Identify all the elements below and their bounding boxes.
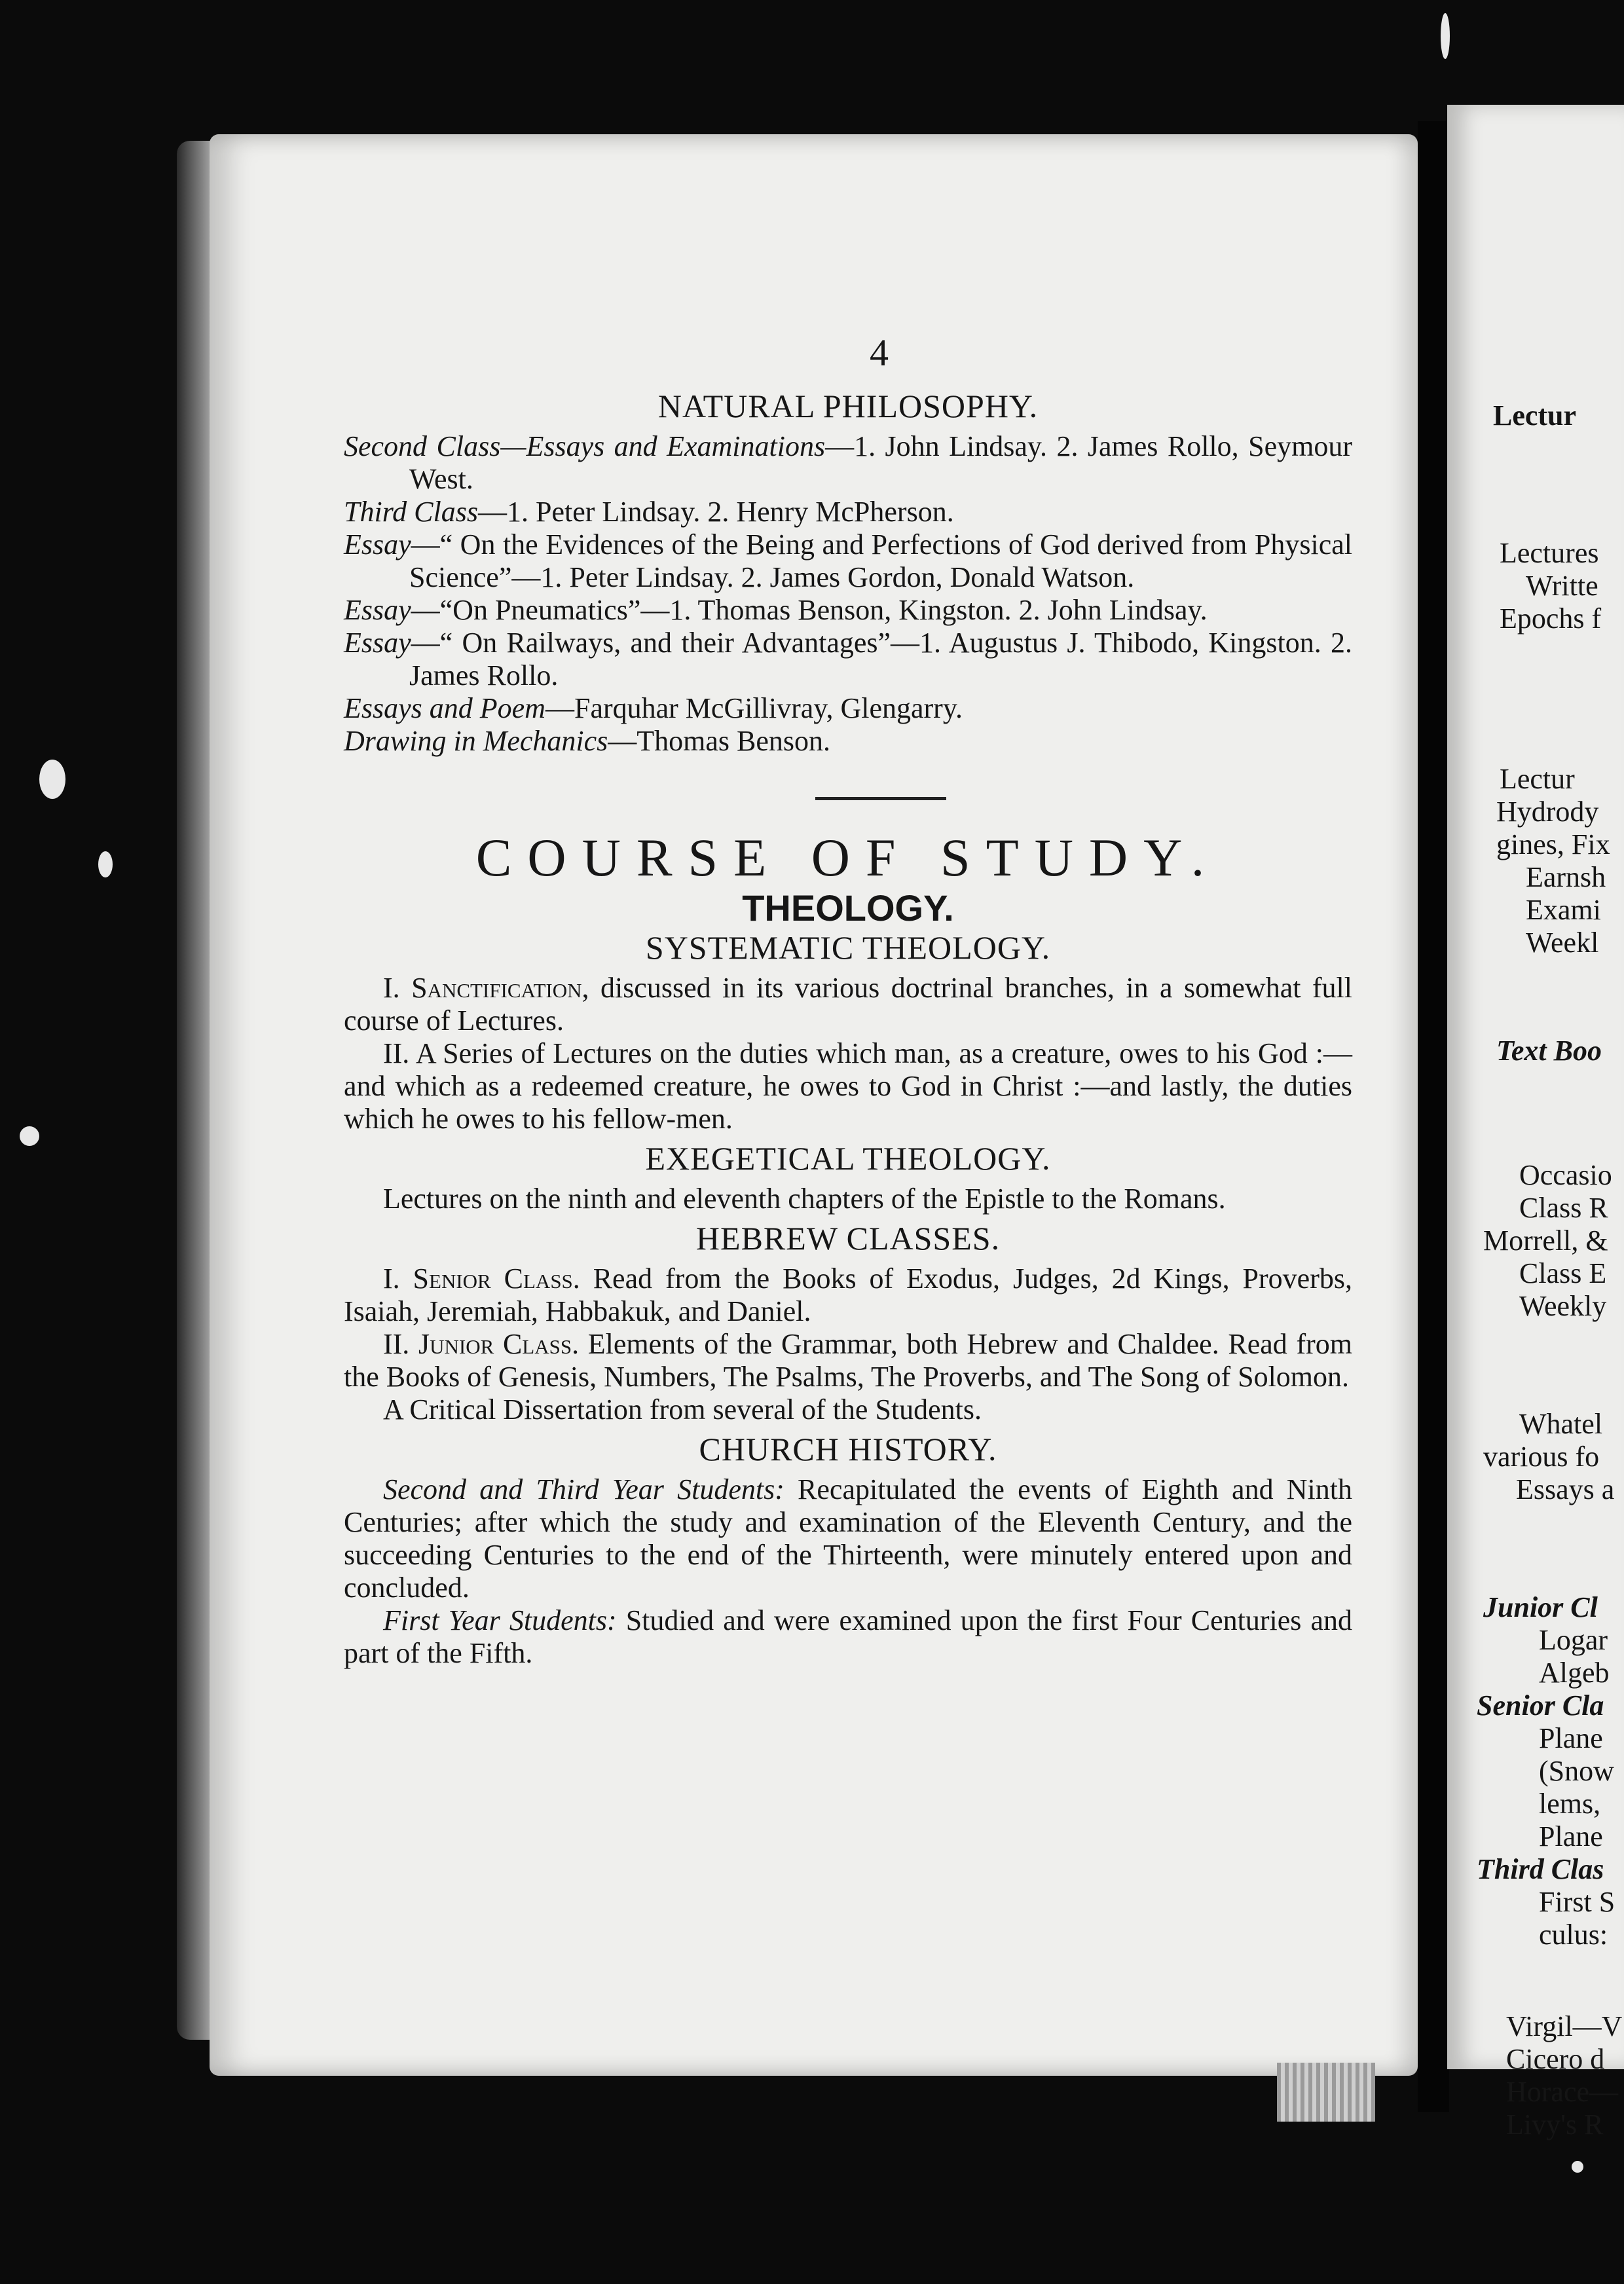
- facing-line: culus:: [1539, 1919, 1608, 1951]
- facing-line: Earnsh: [1526, 861, 1606, 893]
- np-entry: Essay—“On Pneumatics”—1. Thomas Benson, Kingston. 2. John Lindsay.: [344, 594, 1208, 626]
- section-divider: [815, 797, 946, 800]
- course-of-study-heading: COURSE OF STUDY.: [475, 828, 1221, 887]
- facing-line: Whatel: [1519, 1408, 1603, 1440]
- facing-line: Plane: [1539, 1820, 1603, 1852]
- facing-line: Lectur: [1493, 399, 1577, 432]
- church-history-heading: CHURCH HISTORY.: [699, 1431, 997, 1467]
- facing-line: First S: [1539, 1886, 1615, 1918]
- systematic-paragraph: II. A Series of Lectures on the duties which man, as a creature, owes to his God :—and which as a redeemed creature, he owes to God in Christ :—and lastly, the duties which he owes to his fellow-men.: [344, 1037, 1352, 1135]
- facing-line: various fo: [1483, 1441, 1600, 1473]
- np-entry: Essay—“ On the Evidences of the Being and Perfections of God derived from Physical Science”—1. Peter Lindsay. 2. James Gordon, Donald Watson.: [344, 528, 1352, 593]
- book-page-right-partial: [1447, 105, 1624, 2141]
- book-page-left: [210, 134, 1418, 2076]
- systematic-theology-heading: SYSTEMATIC THEOLOGY.: [645, 929, 1051, 966]
- facing-line: Occasio: [1519, 1159, 1612, 1191]
- scan-speck: [20, 1126, 39, 1146]
- facing-line: Essays a: [1516, 1473, 1615, 1505]
- scan-speck: [1572, 2161, 1583, 2173]
- np-entry: Essay—“ On Railways, and their Advantages”—1. Augustus J. Thibodo, Kingston. 2. James Rollo.: [344, 627, 1352, 691]
- hebrew-paragraph: II. Junior Class. Elements of the Grammar, both Hebrew and Chaldee. Read from the Books of Genesis, Numbers, The Psalms, The Proverbs, and The Song of Solomon.: [344, 1328, 1352, 1393]
- np-entry: Essays and Poem—Farquhar McGillivray, Glengarry.: [344, 692, 963, 724]
- scan-speck: [1441, 13, 1450, 59]
- np-entry: Second Class—Essays and Examinations—1. John Lindsay. 2. James Rollo, Seymour West.: [344, 430, 1352, 495]
- natural-philosophy-heading: NATURAL PHILOSOPHY.: [657, 388, 1039, 424]
- facing-line: Algeb: [1539, 1657, 1610, 1689]
- facing-line: Livy's R: [1506, 2109, 1604, 2141]
- facing-line: Text Boo: [1496, 1035, 1602, 1067]
- facing-line: (Snow: [1539, 1755, 1614, 1787]
- facing-line: Cicero d: [1506, 2043, 1605, 2075]
- page-number: 4: [870, 331, 889, 374]
- facing-line: Horace—: [1506, 2076, 1619, 2108]
- facing-line: Third Clas: [1477, 1853, 1604, 1885]
- facing-line: Lectures: [1500, 537, 1599, 569]
- facing-line: Junior Cl: [1483, 1591, 1598, 1623]
- hebrew-classes-heading: HEBREW CLASSES.: [695, 1220, 1001, 1257]
- facing-line: Plane: [1539, 1722, 1603, 1754]
- facing-line: Morrell, &: [1483, 1225, 1608, 1257]
- np-entry: Drawing in Mechanics—Thomas Benson.: [344, 725, 831, 757]
- np-entry: Third Class—1. Peter Lindsay. 2. Henry McPherson.: [344, 496, 954, 528]
- facing-line: Virgil—V: [1506, 2010, 1623, 2042]
- facing-line: Lectur: [1500, 763, 1575, 795]
- facing-line: Exami: [1526, 894, 1601, 926]
- facing-line: Class R: [1519, 1192, 1608, 1224]
- book-spine: [1418, 121, 1449, 2112]
- exegetical-theology-heading: EXEGETICAL THEOLOGY.: [645, 1140, 1051, 1177]
- facing-line: Logar: [1539, 1624, 1608, 1656]
- scan-speck: [39, 760, 65, 799]
- systematic-paragraph: I. Sanctification, discussed in its various doctrinal branches, in a somewhat full course of Lectures.: [344, 972, 1352, 1037]
- church-history-paragraph: First Year Students: Studied and were examined upon the first Four Centuries and part of the Fifth.: [344, 1604, 1352, 1669]
- theology-heading: THEOLOGY.: [742, 887, 954, 929]
- page-content: [344, 383, 1352, 1670]
- facing-line: Class E: [1519, 1257, 1607, 1289]
- facing-line: Weekl: [1526, 927, 1599, 959]
- facing-line: Writte: [1526, 570, 1598, 602]
- facing-line: Epochs f: [1500, 602, 1602, 635]
- church-history-paragraph: Second and Third Year Students: Recapitulated the events of Eighth and Ninth Centuries; after which the study and examination of the Eleventh Century, and the succeeding Centuries to the end of the Thirteenth, were minutely entered upon and concluded.: [344, 1473, 1352, 1604]
- facing-line: Weekly: [1519, 1290, 1607, 1322]
- facing-line: gines, Fix: [1496, 828, 1610, 860]
- facing-line: Hydrody: [1496, 796, 1599, 828]
- hebrew-paragraph: A Critical Dissertation from several of the Students.: [383, 1393, 982, 1426]
- scan-speck: [98, 851, 113, 877]
- facing-line: lems,: [1539, 1788, 1601, 1820]
- facing-line: Senior Cla: [1477, 1689, 1604, 1722]
- hebrew-paragraph: I. Senior Class. Read from the Books of Exodus, Judges, 2d Kings, Proverbs, Isaiah, Jeremiah, Habbakuk, and Daniel.: [344, 1262, 1352, 1327]
- book-ribbon: [1277, 2063, 1375, 2122]
- exegetical-paragraph: Lectures on the ninth and eleventh chapters of the Epistle to the Romans.: [383, 1183, 1226, 1215]
